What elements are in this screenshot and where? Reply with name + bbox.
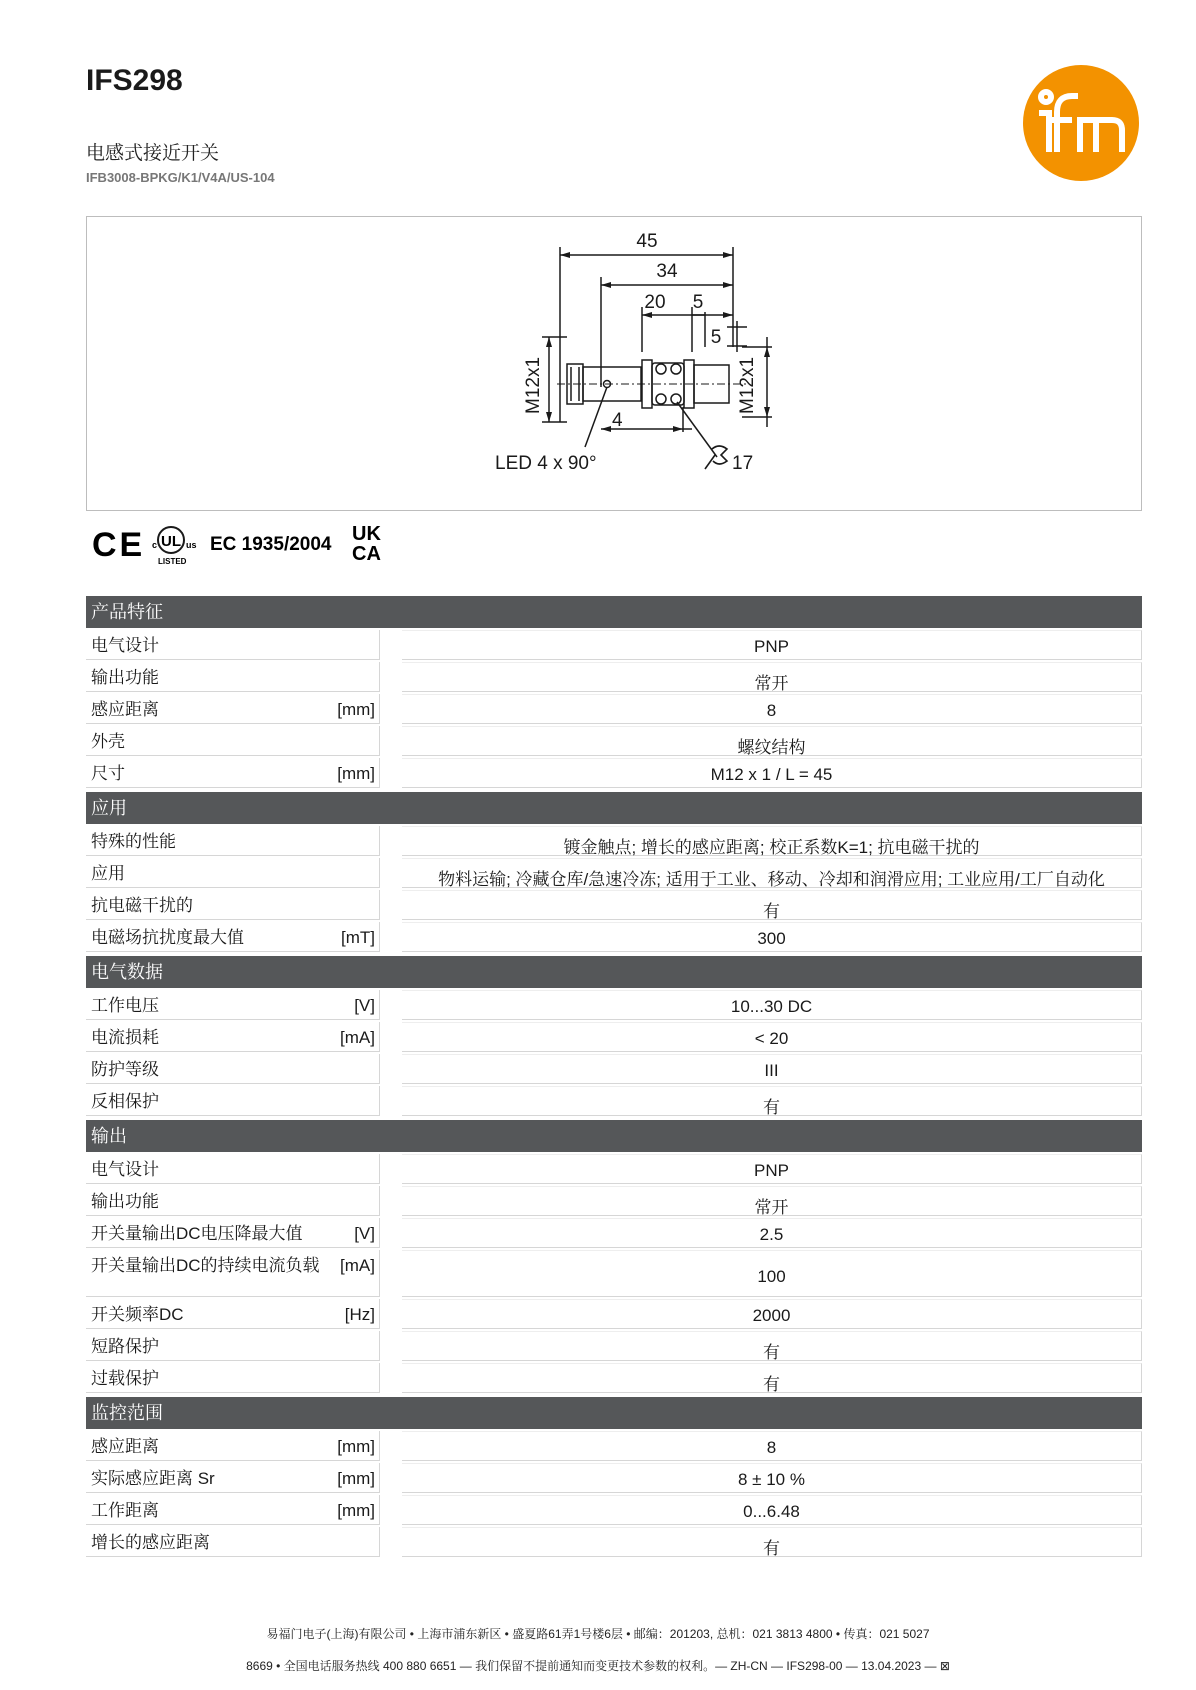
spec-value: 有	[402, 1363, 1142, 1393]
ce-mark: CE	[92, 526, 146, 564]
spec-value: 8	[402, 694, 1142, 724]
spec-unit: [mT]	[341, 928, 375, 947]
svg-text:c: c	[152, 540, 158, 550]
specification-table	[86, 596, 1142, 1561]
spec-label-cell	[86, 1527, 380, 1557]
spec-value: 有	[402, 1331, 1142, 1361]
spec-section	[86, 596, 1142, 788]
spec-label: 尺寸	[91, 764, 125, 783]
spec-row	[86, 1331, 1142, 1361]
spec-label: 短路保护	[91, 1337, 159, 1356]
wrench-size-label: 17	[732, 453, 754, 474]
article-code: IFB3008-BPKG/K1/V4A/US-104	[86, 170, 275, 185]
spec-label: 感应距离	[91, 700, 159, 719]
spec-label-cell	[86, 1218, 380, 1248]
spec-row	[86, 662, 1142, 692]
spec-label: 开关量输出DC的持续电流负载	[91, 1256, 320, 1275]
spec-row	[86, 726, 1142, 756]
spec-label: 工作距离	[91, 1501, 159, 1520]
spec-value: 有	[402, 1086, 1142, 1116]
spec-value: 镀金触点; 增长的感应距离; 校正系数K=1; 抗电磁干扰的	[402, 826, 1142, 856]
spec-unit: [mm]	[337, 1437, 375, 1456]
spec-row	[86, 1250, 1142, 1297]
ul-listed-mark	[152, 527, 197, 566]
spec-row	[86, 1299, 1142, 1329]
spec-value: 300	[402, 922, 1142, 952]
svg-text:LISTED: LISTED	[158, 557, 187, 566]
spec-row	[86, 1218, 1142, 1248]
spec-row	[86, 890, 1142, 920]
spec-label: 工作电压	[91, 996, 159, 1015]
spec-label-cell	[86, 1495, 380, 1525]
spec-label: 电气设计	[91, 1160, 159, 1179]
spec-label: 实际感应距离 Sr	[91, 1469, 215, 1488]
dim-5-vertical-label: 5	[710, 327, 722, 348]
spec-label: 外壳	[91, 732, 125, 751]
spec-row	[86, 826, 1142, 856]
spec-unit: [mm]	[337, 700, 375, 719]
spec-row	[86, 1154, 1142, 1184]
ifm-logo	[1022, 64, 1140, 182]
spec-label: 过载保护	[91, 1369, 159, 1388]
spec-row	[86, 758, 1142, 788]
spec-value: 螺纹结构	[402, 726, 1142, 756]
spec-row	[86, 1495, 1142, 1525]
spec-label: 感应距离	[91, 1437, 159, 1456]
led-label: LED 4 x 90°	[495, 453, 597, 474]
spec-label: 开关频率DC	[91, 1305, 184, 1324]
wrench-icon	[705, 446, 727, 469]
spec-label-cell	[86, 990, 380, 1020]
spec-unit: [mm]	[337, 764, 375, 783]
spec-label: 电磁场抗扰度最大值	[91, 928, 244, 947]
spec-row	[86, 1363, 1142, 1393]
spec-section	[86, 956, 1142, 1116]
dim-45-label: 45	[636, 231, 658, 252]
spec-label: 抗电磁干扰的	[91, 896, 193, 915]
spec-value: 有	[402, 1527, 1142, 1557]
spec-label-cell	[86, 662, 380, 692]
spec-label: 电气设计	[91, 636, 159, 655]
spec-label-cell	[86, 858, 380, 888]
spec-label-cell	[86, 758, 380, 788]
section-heading: 监控范围	[86, 1397, 1142, 1429]
spec-label: 防护等级	[91, 1060, 159, 1079]
section-heading: 电气数据	[86, 956, 1142, 988]
certification-marks	[92, 522, 412, 566]
spec-section	[86, 1120, 1142, 1393]
section-heading: 产品特征	[86, 596, 1142, 628]
footer-address: 易福门电子(上海)有限公司 • 上海市浦东新区 • 盛夏路61弄1号楼6层 • 邮编：201203, 总机：021 3813 4800 • 传真：021 5027	[266, 1627, 930, 1641]
thread-right-label: M12x1	[737, 356, 758, 414]
spec-label-cell	[86, 630, 380, 660]
spec-label-cell	[86, 826, 380, 856]
spec-row	[86, 1054, 1142, 1084]
spec-label-cell	[86, 1431, 380, 1461]
spec-label: 输出功能	[91, 668, 159, 687]
spec-value: 常开	[402, 662, 1142, 692]
spec-unit: [mA]	[340, 1028, 375, 1047]
ec-regulation-text: EC 1935/2004	[210, 534, 332, 555]
spec-value: 2.5	[402, 1218, 1142, 1248]
thread-left-label: M12x1	[523, 356, 544, 414]
spec-label-cell	[86, 1022, 380, 1052]
spec-label-cell	[86, 694, 380, 724]
spec-row	[86, 1186, 1142, 1216]
spec-value: PNP	[402, 1154, 1142, 1184]
product-description: 电感式接近开关	[86, 143, 220, 164]
footer-legal: 8669 • 全国电话服务热线 400 880 6651 — 我们保留不提前通知而变更技术参数的权利。— ZH-CN — IFS298-00 — 13.04.2023 — ⊠	[246, 1659, 950, 1673]
spec-value: 物料运输; 冷藏仓库/急速冷冻; 适用于工业、移动、冷却和润滑应用; 工业应用/工厂自动化	[402, 858, 1142, 888]
svg-text:UL: UL	[161, 533, 181, 550]
spec-row	[86, 990, 1142, 1020]
spec-label-cell	[86, 1186, 380, 1216]
spec-label: 应用	[91, 864, 125, 883]
spec-unit: [mm]	[337, 1501, 375, 1520]
spec-value: 8 ± 10 %	[402, 1463, 1142, 1493]
spec-label-cell	[86, 890, 380, 920]
spec-unit: [mm]	[337, 1469, 375, 1488]
spec-row	[86, 1527, 1142, 1557]
dimension-drawing	[86, 216, 1142, 511]
section-heading: 应用	[86, 792, 1142, 824]
spec-unit: [mA]	[340, 1256, 375, 1275]
spec-row	[86, 922, 1142, 952]
spec-row	[86, 858, 1142, 888]
spec-label-cell	[86, 1331, 380, 1361]
spec-label: 增长的感应距离	[91, 1533, 210, 1552]
spec-value: 8	[402, 1431, 1142, 1461]
spec-value: < 20	[402, 1022, 1142, 1052]
spec-label-cell	[86, 1086, 380, 1116]
spec-unit: [V]	[354, 996, 375, 1015]
spec-section	[86, 792, 1142, 952]
spec-label-cell	[86, 1154, 380, 1184]
spec-value: 常开	[402, 1186, 1142, 1216]
spec-label-cell	[86, 922, 380, 952]
spec-label: 开关量输出DC电压降最大值	[91, 1224, 303, 1243]
spec-row	[86, 1086, 1142, 1116]
dim-20-label: 20	[644, 292, 666, 313]
dim-4-label: 4	[612, 410, 623, 431]
spec-value: 2000	[402, 1299, 1142, 1329]
spec-value: III	[402, 1054, 1142, 1084]
spec-value: 0...6.48	[402, 1495, 1142, 1525]
svg-text:us: us	[186, 540, 197, 550]
spec-row	[86, 694, 1142, 724]
spec-row	[86, 1431, 1142, 1461]
spec-label-cell	[86, 1363, 380, 1393]
spec-label: 输出功能	[91, 1192, 159, 1211]
spec-label-cell	[86, 1299, 380, 1329]
spec-label-cell	[86, 1463, 380, 1493]
dim-34-label: 34	[656, 261, 678, 282]
spec-label: 反相保护	[91, 1092, 159, 1111]
spec-label-cell	[86, 1054, 380, 1084]
spec-label-cell	[86, 1250, 380, 1297]
spec-value: PNP	[402, 630, 1142, 660]
spec-label-cell	[86, 726, 380, 756]
spec-section	[86, 1397, 1142, 1557]
spec-row	[86, 1463, 1142, 1493]
spec-unit: [V]	[354, 1224, 375, 1243]
ukca-mark-top: UK	[352, 523, 381, 545]
spec-label: 电流损耗	[91, 1028, 159, 1047]
section-heading: 输出	[86, 1120, 1142, 1152]
spec-unit: [Hz]	[344, 1305, 375, 1324]
spec-value: 100	[402, 1250, 1142, 1297]
dim-5-label: 5	[692, 292, 704, 313]
spec-value: M12 x 1 / L = 45	[402, 758, 1142, 788]
page-title: IFS298	[86, 64, 183, 97]
spec-row	[86, 1022, 1142, 1052]
spec-row	[86, 630, 1142, 660]
spec-value: 10...30 DC	[402, 990, 1142, 1020]
ukca-mark-bottom: CA	[352, 543, 381, 565]
spec-label: 特殊的性能	[91, 832, 176, 851]
spec-value: 有	[402, 890, 1142, 920]
